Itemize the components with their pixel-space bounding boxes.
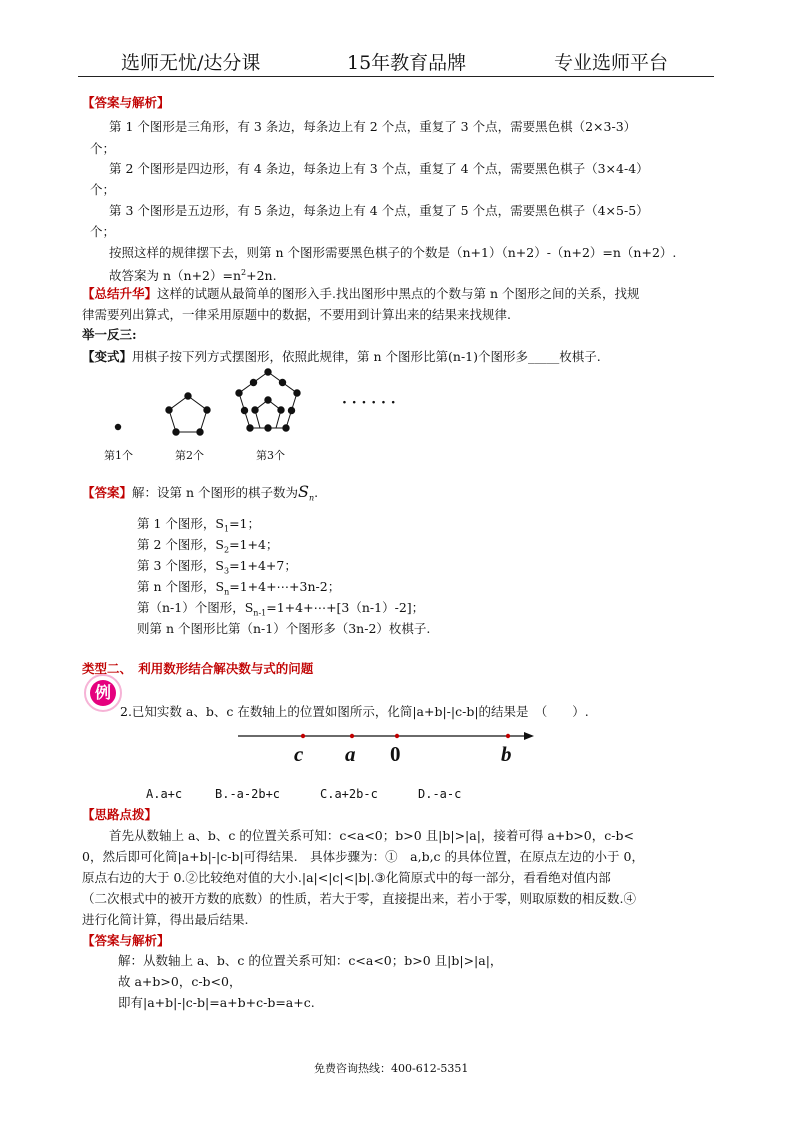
variant-question: 【变式】用棋子按下列方式摆图形，依照此规律，第 n 个图形比第(n-1)个图形多_____枚棋子. bbox=[82, 349, 601, 364]
header-brand-right: 专业选师平台 bbox=[554, 52, 669, 74]
summary-tag: 【总结升华】 bbox=[82, 286, 158, 301]
hint-line-1: 首先从数轴上 a、b、c 的位置关系可知：c<a<0；b>0 且|b|>|a|，接着可得 a+b>0，c-b< bbox=[109, 828, 634, 843]
analysis-line-3-cont: 个； bbox=[90, 224, 116, 239]
point-a bbox=[350, 734, 354, 738]
step-line: 第 2 个图形，$S_2=1+4$； bbox=[137, 537, 279, 555]
fig3-label: 第3个 bbox=[256, 449, 285, 462]
variant-answer-intro: 【答案】解：设第 n 个图形的棋子数为$S_n$. bbox=[82, 482, 319, 503]
point-b bbox=[506, 734, 510, 738]
hint-tag: 【思路点拨】 bbox=[82, 807, 158, 822]
label-b: b bbox=[501, 742, 512, 766]
number-line-arrow bbox=[524, 732, 534, 740]
analysis-line-3: 第 3 个图形是五边形，有 5 条边，每条边上有 4 个点，重复了 5 个点，需要黑色棋子（4×5-5） bbox=[109, 203, 649, 218]
point-zero bbox=[395, 734, 399, 738]
example-badge: 例 bbox=[90, 680, 116, 706]
label-zero: 0 bbox=[390, 742, 401, 766]
option-a: A.a+c bbox=[146, 787, 183, 801]
hint-line-3: 原点右边的大于 0.②比较绝对值的大小.|a|<|c|<|b|.③化简原式中的每一部分，看看绝对值内部 bbox=[82, 870, 611, 885]
point-c bbox=[301, 734, 305, 738]
step-conclusion: 则第 n 个图形比第（n-1）个图形多（3n-2）枚棋子. bbox=[137, 621, 431, 636]
summary-line-2: 律需要列出算式，一律采用原题中的数据，不要用到计算出来的结果来找规律. bbox=[82, 307, 511, 322]
step-line: 第 1 个图形，$S_1=1$； bbox=[137, 516, 260, 534]
type-two-heading: 类型二、 利用数形结合解决数与式的问题 bbox=[82, 661, 314, 676]
label-c: c bbox=[294, 742, 304, 766]
option-c: C.a+2b-c bbox=[320, 787, 378, 801]
analysis-line-1: 第 1 个图形是三角形，有 3 条边，每条边上有 2 个点，重复了 3 个点，需要黑色棋（2×3-3） bbox=[109, 119, 637, 134]
solution-line-3: 即有|a+b|-|c-b|=a+b+c-b=a+c. bbox=[118, 995, 315, 1010]
step-line: 第 n 个图形，$S_n=1+4+\cdots+3n-2$； bbox=[137, 579, 341, 597]
label-a: a bbox=[345, 742, 356, 766]
hint-line-5: 进行化简计算，得出最后结果. bbox=[82, 912, 249, 927]
summary-line-1: 【总结升华】这样的试题从最简单的图形入手.找出图形中黑点的个数与第 n 个图形之间的关系，找规 bbox=[82, 286, 640, 301]
answer-analysis-tag: 【答案与解析】 bbox=[82, 95, 170, 110]
analysis-line-5: 故答案为 $n(n+2)=n^2+2n$. bbox=[109, 268, 277, 284]
fig2-label: 第2个 bbox=[175, 449, 204, 462]
example-question: 2.已知实数 a、b、c 在数轴上的位置如图所示，化简|a+b|-|c-b|的结果是 （ ）. bbox=[120, 704, 589, 719]
variant-answer-tag: 【答案】 bbox=[82, 485, 133, 500]
fig1-label: 第1个 bbox=[104, 449, 133, 462]
option-b: B.-a-2b+c bbox=[215, 787, 281, 801]
solution-line-2: 故 a+b>0，c-b<0， bbox=[118, 974, 242, 989]
header-brand-left: 选师无忧/达分课 bbox=[121, 52, 261, 74]
variant-tag: 【变式】 bbox=[82, 349, 133, 364]
practice-heading: 举一反三: bbox=[82, 327, 137, 342]
hint-line-4: （二次根式中的被开方数的底数）的性质，若大于零，直接提出来，若小于零，则取原数的相反数.④ bbox=[82, 891, 636, 906]
step-line: 第 3 个图形，$S_3=1+4+7$； bbox=[137, 558, 297, 576]
hint-line-2: 0，然后即可化简|a+b|-|c-b|可得结果. 具体步骤为：① a,b,c 的具体位置，在原点左边的小于 0， bbox=[82, 849, 644, 864]
option-d: D.-a-c bbox=[418, 787, 462, 801]
solution-line-1: 解：从数轴上 a、b、c 的位置关系可知：c<a<0；b>0 且|b|>|a|， bbox=[118, 953, 503, 968]
answer-analysis-tag-2: 【答案与解析】 bbox=[82, 933, 170, 948]
analysis-line-4: 按照这样的规律摆下去，则第 n 个图形需要黑色棋子的个数是（n+1）（n+2）-（n+2）=n（n+2）. bbox=[109, 245, 677, 260]
analysis-line-2: 第 2 个图形是四边形，有 4 条边，每条边上有 3 个点，重复了 4 个点，需要黑色棋子（3×4-4） bbox=[109, 161, 649, 176]
analysis-line-2-cont: 个； bbox=[90, 182, 116, 197]
pattern-continues-ellipsis: · · · · · · bbox=[342, 395, 396, 411]
analysis-line-1-cont: 个； bbox=[90, 141, 116, 156]
footer-hotline: 免费咨询热线：400-612-5351 bbox=[314, 1062, 469, 1075]
header-brand-center: 15年教育品牌 bbox=[347, 52, 467, 74]
step-line: 第（n-1）个图形，$S_{n-1}=1+4+\cdots+[3(n-1)-2]$； bbox=[137, 600, 425, 618]
